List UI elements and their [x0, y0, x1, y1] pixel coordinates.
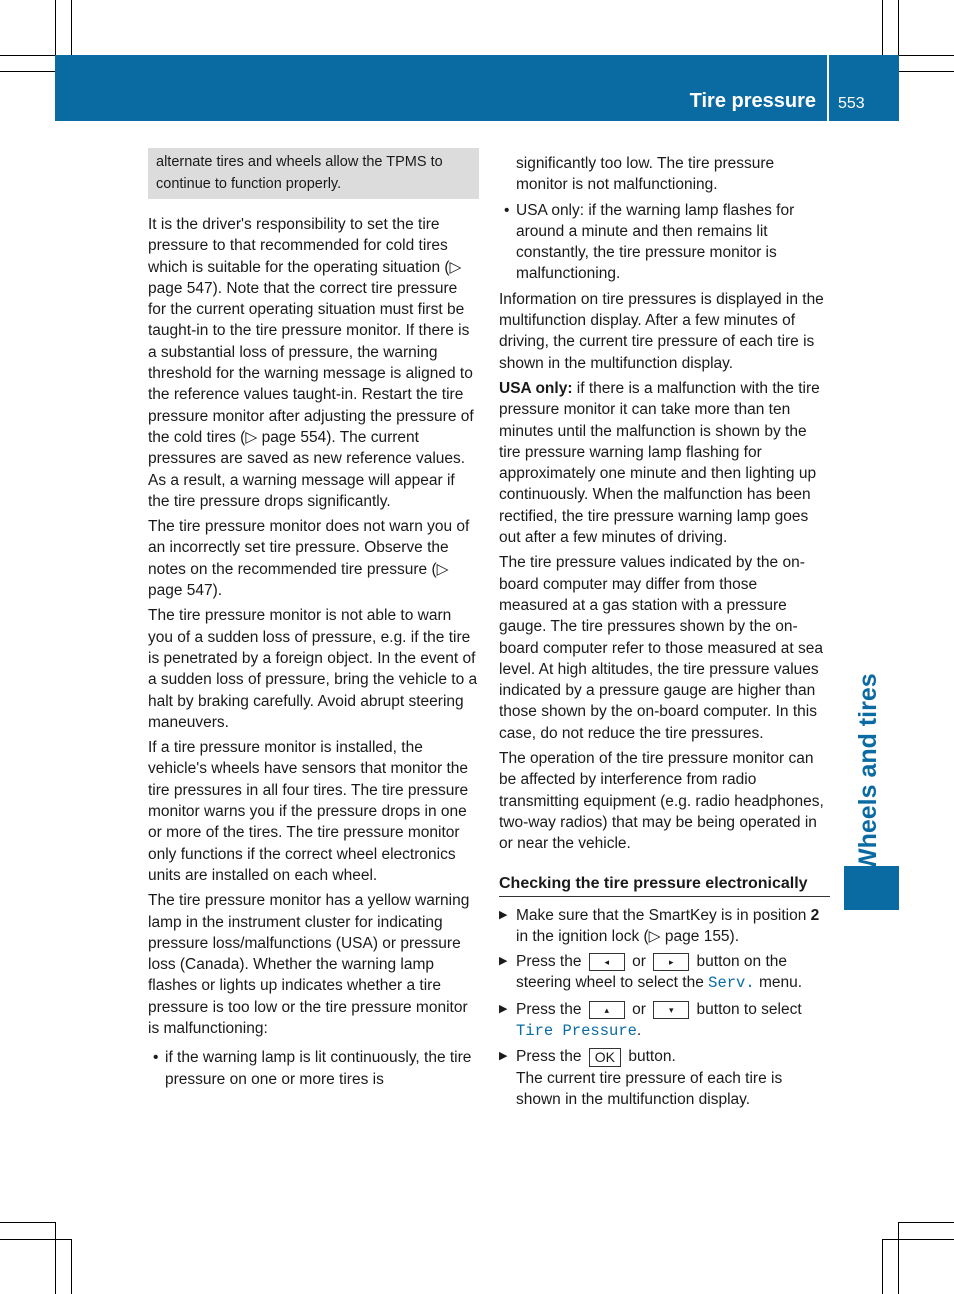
paragraph: The tire pressure values indicated by the on-board computer may differ from those measured at a gas station with a pressure gauge. The tire pressures shown by the on-board computer refer to those measured at sea level. At high altitudes, the tire pressure values indicated by a pressure gauge are higher than those shown by the on-board computer. In this case, do not reduce the tire pressures. [499, 554, 823, 742]
crop-mark [0, 1222, 55, 1223]
crop-mark [899, 1222, 954, 1223]
step-arrow-icon: ▶ [499, 908, 508, 921]
crop-mark [55, 0, 56, 55]
section-heading: Checking the tire pressure electronically [499, 873, 830, 897]
menu-item-name: Tire Pressure [516, 1021, 637, 1040]
instruction-step [499, 999, 830, 1043]
section-title: Tire pressure [689, 90, 816, 112]
side-tab-marker [844, 866, 899, 910]
step-text: or [632, 1000, 646, 1018]
step-text: or [632, 953, 646, 971]
paragraph: Information on tire pressures is displayed in the multifunction display. After a few minutes of driving, the current tire pressure of each tire is shown in the multifunction display. [499, 290, 824, 372]
paragraph: The tire pressure monitor has a yellow warning lamp in the instrument cluster for indicating pressure loss/malfunctions (USA) or pressure loss (Canada). Whether the warning lamp flashes or lights up indicates whether a tire pressure is too low or the tire pressure monitor is malfunctioning: [148, 892, 470, 1037]
crop-mark [898, 1222, 899, 1294]
step-text: Press the [516, 1048, 582, 1066]
usa-only-label: USA only: [499, 379, 573, 397]
paragraph: It is the driver's responsibility to set the tire pressure to that recommended for cold tires which is suitable for the operating situation (▷ page 547). Note that the correct tire pressure for the current operating situation must first be taught-in to the tire pressure monitor. If there is a substantial loss of pressure, the warning threshold for the warning message is aligned to the reference values taught-in. Restart the tire pressure monitor after adjusting the pressure of the cold tires (▷ page 554). The current pressures are saved as new reference values. As a result, a warning message will appear if the tire pressure drops significantly. [148, 216, 474, 510]
chapter-label: Wheels and tires [854, 673, 882, 872]
step-result: The current tire pressure of each tire is shown in the multifunction display. [516, 1069, 783, 1108]
bullet-item [499, 200, 830, 285]
bullet-icon: • [504, 201, 510, 219]
ok-button-icon: OK [589, 1048, 621, 1067]
paragraph [499, 378, 830, 548]
up-arrow-button-icon: ▴ [589, 1001, 625, 1019]
down-arrow-button-icon: ▾ [653, 1001, 689, 1019]
step-arrow-icon: ▶ [499, 1002, 508, 1015]
instruction-step [499, 905, 830, 948]
crop-mark [0, 55, 55, 56]
menu-name: Serv. [708, 974, 755, 993]
bullet-icon: • [153, 1049, 159, 1067]
crop-mark [882, 1239, 954, 1240]
step-text: button. [628, 1048, 676, 1066]
step-arrow-icon: ▶ [499, 1050, 508, 1063]
paragraph: If a tire pressure monitor is installed, the vehicle's wheels have sensors that monitor the tire pressures in all four tires. The tire pressure monitor warns you if the pressure drops in one or more of the tires. The tire pressure monitor only functions if the correct wheel electronics units are installed on each wheel. [148, 739, 469, 884]
instruction-step [499, 1046, 830, 1110]
bullet-text: significantly too low. The tire pressure monitor is not malfunctioning. [516, 155, 775, 194]
left-column [148, 148, 479, 1094]
header-divider [827, 55, 829, 121]
step-text: . [636, 1021, 642, 1039]
left-arrow-button-icon: ◂ [589, 953, 625, 971]
step-text: Press the [516, 1000, 582, 1018]
crop-mark [898, 0, 899, 55]
crop-mark [0, 1239, 72, 1240]
instruction-step [499, 951, 830, 995]
crop-mark [882, 1239, 883, 1294]
step-text: Press the [516, 953, 582, 971]
step-text: button on the steering wheel to select the [516, 953, 788, 992]
step-arrow-icon: ▶ [499, 955, 508, 968]
key-position: 2 [810, 906, 820, 924]
note-box: alternate tires and wheels allow the TPMS to continue to function properly. [148, 148, 479, 199]
step-text: in the ignition lock (▷ page 155). [516, 927, 740, 945]
paragraph-text: if there is a malfunction with the tire pressure monitor it can take more than ten minutes until the malfunction is shown by the tire pressure warning lamp flashing for approximately one minute and then lighting up continuously. When the malfunction has been rectified, the tire pressure warning lamp goes out after a few minutes of driving. [499, 379, 820, 547]
step-text: Make sure that the SmartKey is in position [516, 906, 811, 924]
crop-mark [71, 1239, 72, 1294]
paragraph: The tire pressure monitor is not able to warn you of a sudden loss of pressure, e.g. if the tire is penetrated by a foreign object. In the event of a sudden loss of pressure, bring the vehicle to a halt by braking carefully. Avoid abrupt steering maneuvers. [148, 607, 478, 731]
bullet-text: USA only: if the warning lamp flashes for around a minute and then remains lit constantly, the tire pressure monitor is malfunctioning. [516, 201, 795, 283]
crop-mark [55, 1222, 56, 1294]
page-number: 553 [838, 95, 865, 112]
bullet-item [499, 153, 830, 196]
paragraph: The tire pressure monitor does not warn you of an incorrectly set tire pressure. Observe the notes on the recommended tire pressure (▷ page 547). [148, 518, 470, 600]
paragraph: The operation of the tire pressure monitor can be affected by interference from radio transmitting equipment (e.g. radio headphones, two-way radios) that may be being operated in or near the vehicle. [499, 750, 824, 853]
right-arrow-button-icon: ▸ [653, 953, 689, 971]
crop-mark [899, 55, 954, 56]
step-text: menu. [754, 974, 803, 992]
step-text: button to select [696, 1000, 802, 1018]
bullet-text: if the warning lamp is lit continuously, the tire pressure on one or more tires is [165, 1049, 472, 1088]
right-column [499, 153, 830, 1114]
bullet-item [148, 1047, 479, 1090]
